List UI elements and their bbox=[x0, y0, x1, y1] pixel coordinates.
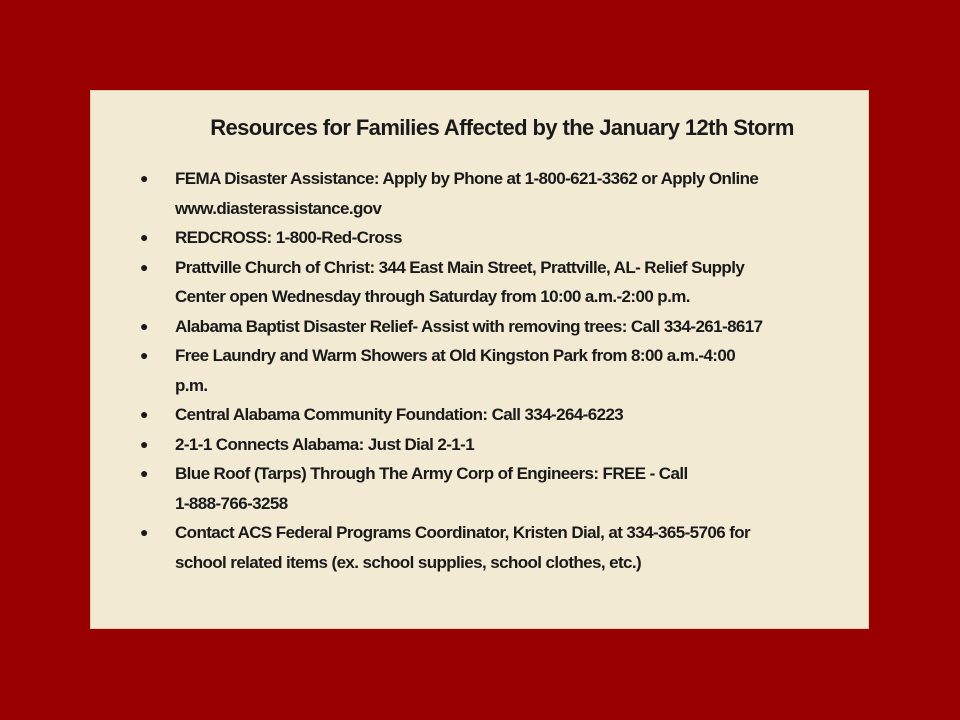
list-item bbox=[135, 164, 840, 223]
list-item-text: REDCROSS: 1-800-Red-Cross bbox=[175, 228, 402, 247]
list-item-text: 1-888-766-3258 bbox=[175, 493, 288, 513]
list-item-text: 2-1-1 Connects Alabama: Just Dial 2-1-1 bbox=[175, 434, 475, 454]
bullet-icon: ● bbox=[140, 258, 148, 275]
list-item-text: Central Alabama Community Foundation: Call 334-264-6223 bbox=[175, 405, 624, 424]
bullet-icon: ● bbox=[140, 170, 148, 186]
list-item-text: Free Laundry and Warm Showers at Old Kingston Park from 8:00 a.m.-4:00 bbox=[175, 346, 736, 365]
bullet-icon: ● bbox=[140, 347, 148, 363]
list-item-text: FEMA Disaster Assistance: Apply by Phone at 1-800-621-3362 or Apply Online bbox=[175, 169, 759, 188]
list-item-text: www.diasterassistance.gov bbox=[175, 198, 382, 218]
bullet-icon: ● bbox=[140, 524, 148, 540]
list-item bbox=[135, 253, 840, 312]
resource-panel bbox=[90, 90, 869, 629]
list-item bbox=[135, 430, 840, 460]
list-item-text: Blue Roof (Tarps) Through The Army Corp of Engineers: FREE - Call bbox=[175, 464, 688, 483]
list-item bbox=[135, 223, 840, 253]
bullet-icon: ● bbox=[140, 406, 148, 422]
list-item-text: Center open Wednesday through Saturday from 10:00 a.m.-2:00 p.m. bbox=[175, 287, 690, 306]
list-item-text: school related items (ex. school supplies, school clothes, etc.) bbox=[175, 552, 642, 572]
list-item bbox=[135, 341, 840, 400]
list-item bbox=[135, 400, 840, 430]
list-item-text: Contact ACS Federal Programs Coordinator, Kristen Dial, at 334-365-5706 for bbox=[175, 523, 751, 542]
resource-list bbox=[135, 164, 840, 577]
bullet-icon: ● bbox=[140, 435, 148, 452]
page-title: Resources for Families Affected by the January 12th Storm bbox=[210, 115, 794, 140]
list-item bbox=[135, 459, 840, 518]
bullet-icon: ● bbox=[140, 317, 148, 334]
list-item-text: p.m. bbox=[175, 375, 208, 395]
bullet-icon: ● bbox=[140, 229, 148, 245]
list-item bbox=[135, 312, 840, 342]
list-item bbox=[135, 518, 840, 577]
list-item-text: Alabama Baptist Disaster Relief- Assist with removing trees: Call 334-261-8617 bbox=[175, 316, 763, 336]
list-item-text: Prattville Church of Christ: 344 East Main Street, Prattville, AL- Relief Supply bbox=[175, 257, 745, 277]
bullet-icon: ● bbox=[140, 465, 148, 481]
